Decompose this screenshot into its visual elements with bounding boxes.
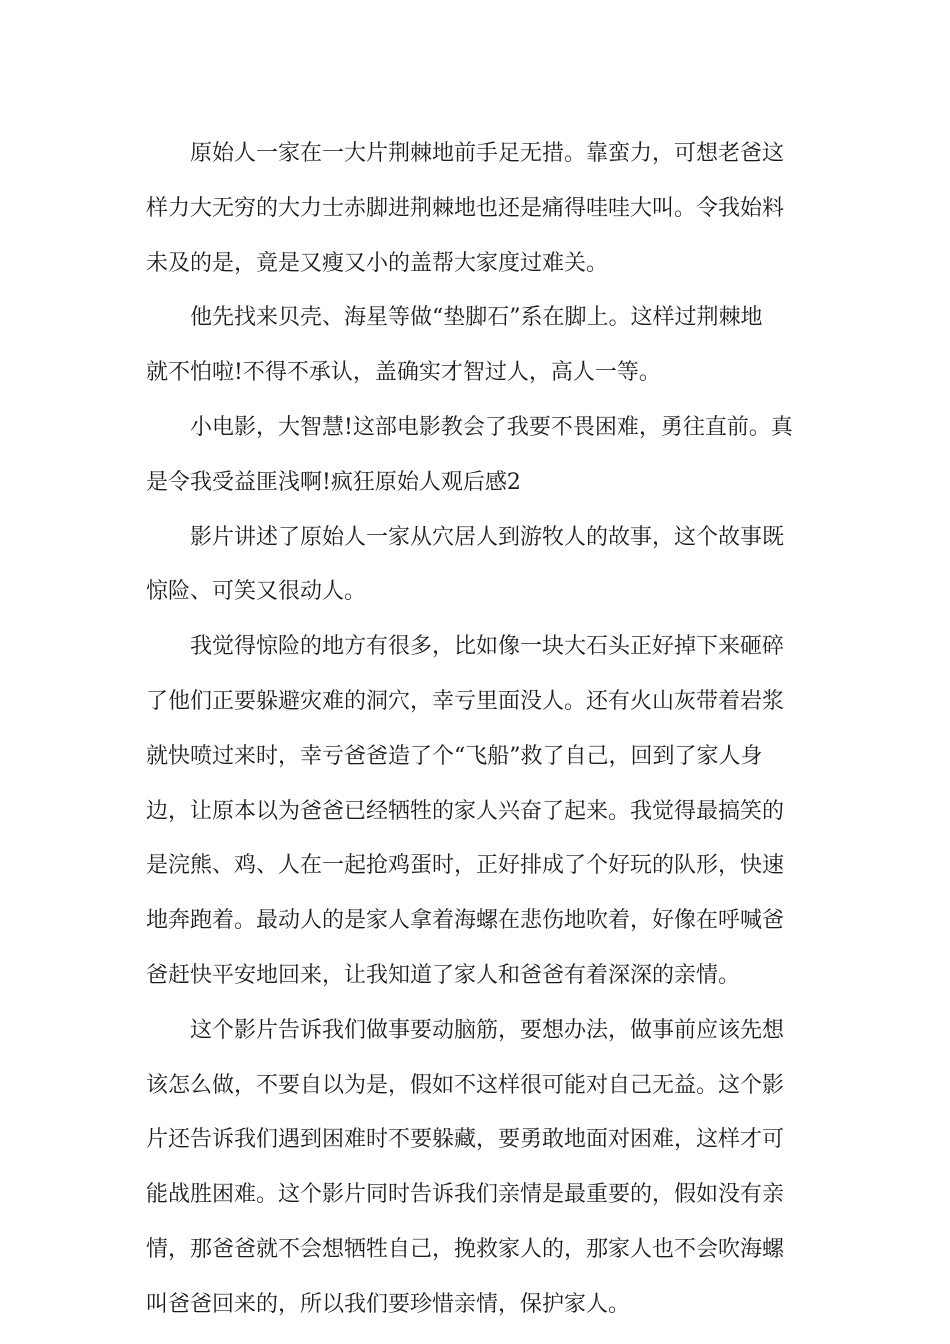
paragraph-3 bbox=[146, 401, 816, 511]
text-line: 该怎么做，不要自以为是，假如不这样很可能对自己无益。这个影 bbox=[146, 1072, 785, 1098]
text-line: 片还告诉我们遇到困难时不要躲藏，要勇敢地面对困难，这样才可 bbox=[146, 1127, 785, 1153]
text-line: 原始人一家在一大片荆棘地前手足无措。靠蛮力，可想老爸这 bbox=[190, 141, 785, 166]
text-line: 他先找来贝壳、海星等做“垫脚石”系在脚上。这样过荆棘地 bbox=[190, 305, 763, 331]
text-line: 未及的是，竟是又瘦又小的盖帮大家度过难关。 bbox=[146, 250, 609, 276]
paragraph-5 bbox=[146, 620, 816, 1004]
text-line: 叫爸爸回来的，所以我们要珍惜亲情，保护家人。 bbox=[146, 1291, 631, 1317]
text-line: 我觉得惊险的地方有很多，比如像一块大石头正好掉下来砸碎 bbox=[190, 634, 785, 660]
text-line: 影片讲述了原始人一家从穴居人到游牧人的故事，这个故事既 bbox=[190, 524, 785, 550]
text-line: 情，那爸爸就不会想牺牲自己，挽救家人的，那家人也不会吹海螺 bbox=[146, 1236, 785, 1262]
text-line: 样力大无穷的大力士赤脚进荆棘地也还是痛得哇哇大叫。令我始料 bbox=[146, 195, 785, 221]
text-line: 是浣熊、鸡、人在一起抢鸡蛋时，正好排成了个好玩的队形，快速 bbox=[146, 853, 785, 879]
paragraph-4 bbox=[146, 511, 816, 621]
paragraph-6 bbox=[146, 1004, 816, 1333]
paragraph-1 bbox=[146, 127, 816, 291]
text-line: 惊险、可笑又很动人。 bbox=[146, 579, 367, 605]
text-line: 是令我受益匪浅啊!疯狂原始人观后感2 bbox=[146, 469, 521, 495]
text-line: 了他们正要躲避灾难的洞穴，幸亏里面没人。还有火山灰带着岩浆 bbox=[146, 688, 785, 714]
document-body bbox=[146, 127, 816, 1333]
text-line: 就快喷过来时，幸亏爸爸造了个“飞船”救了自己，回到了家人身 bbox=[146, 743, 763, 769]
paragraph-2 bbox=[146, 291, 816, 401]
text-line: 能战胜困难。这个影片同时告诉我们亲情是最重要的，假如没有亲 bbox=[146, 1182, 785, 1208]
text-line: 地奔跑着。最动人的是家人拿着海螺在悲伤地吹着，好像在呼喊爸 bbox=[146, 908, 785, 934]
text-line: 就不怕啦!不得不承认，盖确实才智过人，高人一等。 bbox=[146, 360, 661, 386]
text-line: 边，让原本以为爸爸已经牺牲的家人兴奋了起来。我觉得最搞笑的 bbox=[146, 798, 785, 824]
text-line: 爸赶快平安地回来，让我知道了家人和爸爸有着深深的亲情。 bbox=[146, 962, 741, 988]
text-line: 小电影，大智慧!这部电影教会了我要不畏困难，勇往直前。真 bbox=[190, 414, 793, 440]
text-line: 这个影片告诉我们做事要动脑筋，要想办法，做事前应该先想 bbox=[190, 1017, 785, 1043]
